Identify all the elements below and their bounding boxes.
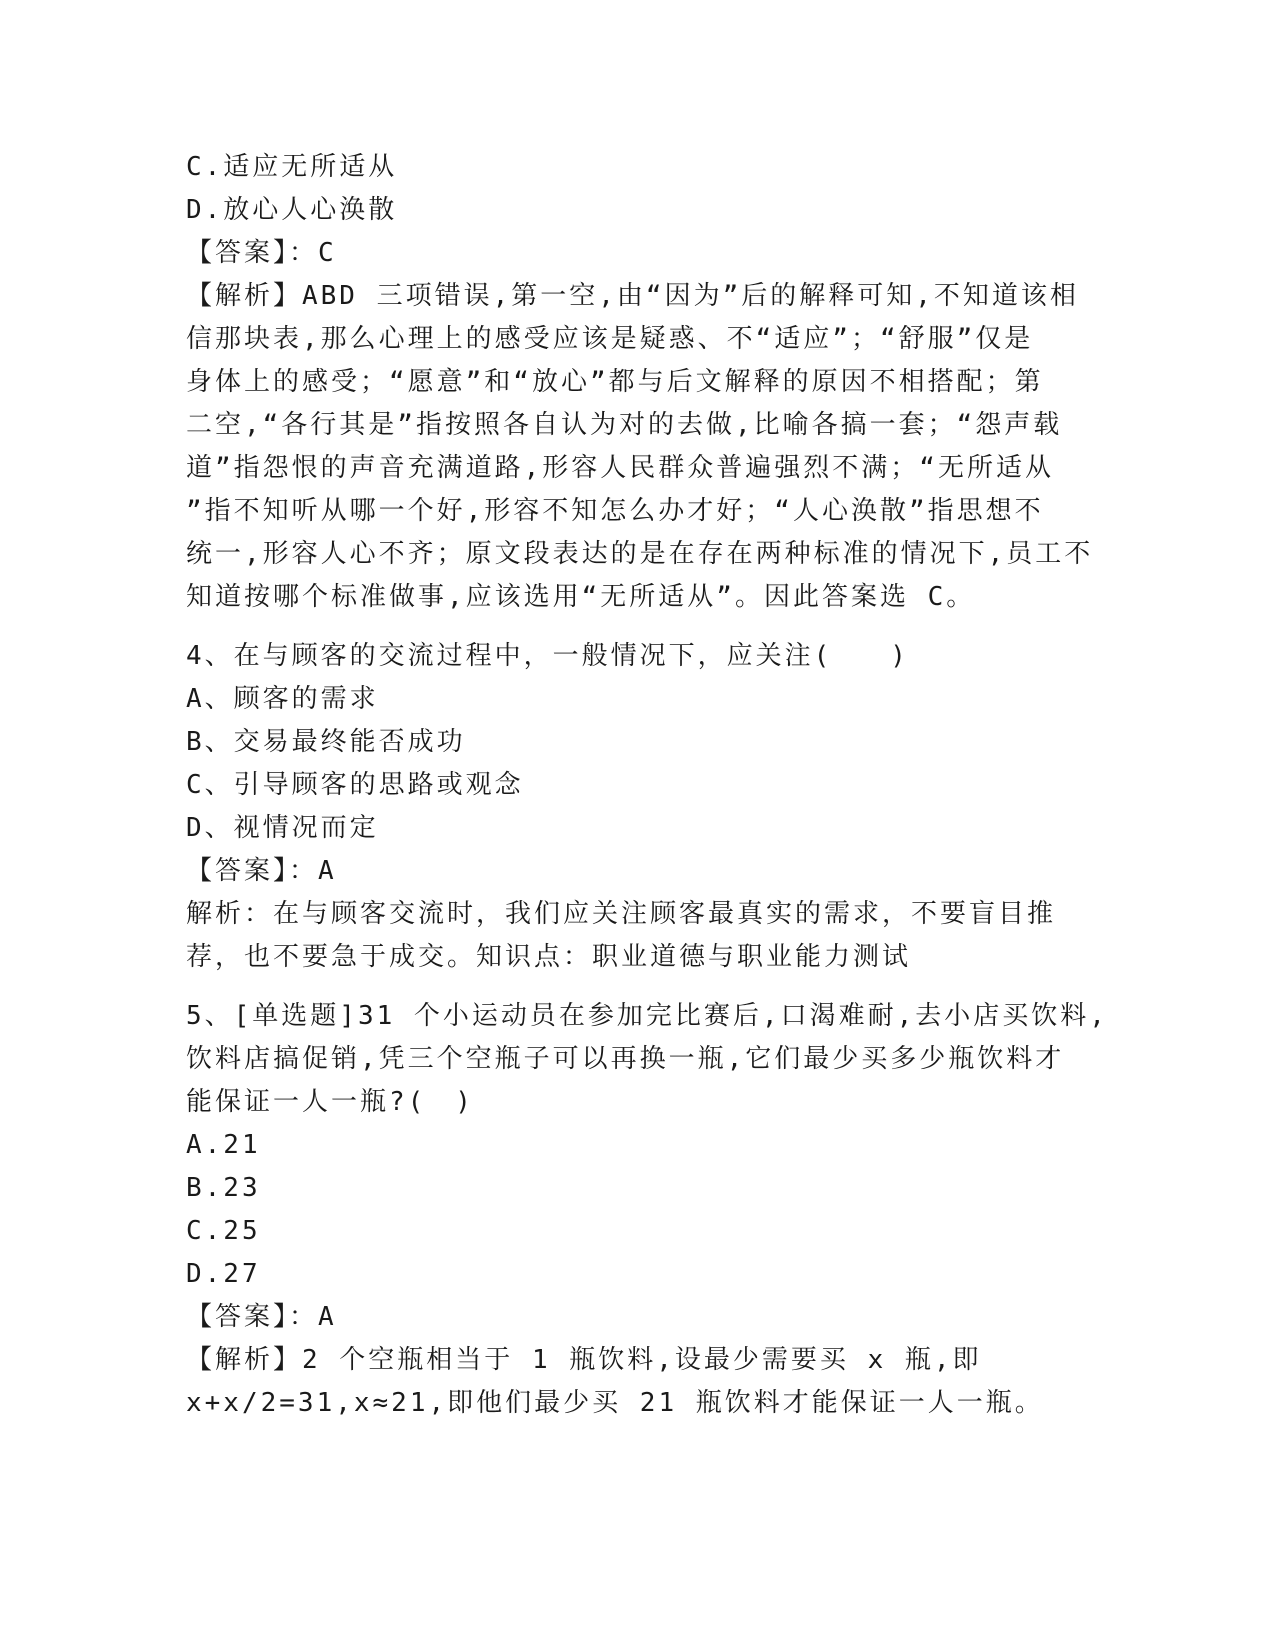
q5-option-a: A.21 — [186, 1130, 261, 1160]
q3-analysis-line: 知道按哪个标准做事,应该选用“无所适从”。因此答案选 C。 — [186, 582, 976, 612]
q3-analysis — [186, 275, 1094, 619]
q3-analysis-line: 统一,形容人心不齐；原文段表达的是在存在两种标准的情况下,员工不 — [186, 539, 1094, 569]
q4-option-d: D、视情况而定 — [186, 813, 379, 843]
q5-analysis-line: x+x/2=31,x≈21,即他们最少买 21 瓶饮料才能保证一人一瓶。 — [186, 1388, 1044, 1418]
q5-answer: 【答案】：A — [186, 1302, 337, 1332]
q5-analysis-line: 【解析】2 个空瓶相当于 1 瓶饮料,设最少需要买 x 瓶,即 — [186, 1345, 982, 1375]
q5-option-b: B.23 — [186, 1173, 261, 1203]
q4-option-c: C、引导顾客的思路或观念 — [186, 770, 524, 800]
q5-option-c: C.25 — [186, 1216, 261, 1246]
q4-answer: 【答案】：A — [186, 856, 337, 886]
q3-analysis-line: 【解析】ABD 三项错误,第一空,由“因为”后的解释可知,不知道该相 — [186, 281, 1079, 311]
q3-answer: 【答案】：C — [186, 238, 337, 268]
q3-analysis-line: ”指不知听从哪一个好,形容不知怎么办才好；“人心涣散”指思想不 — [186, 496, 1044, 526]
spacer — [186, 979, 1086, 995]
q3-option-c: C.适应无所适从 — [186, 152, 398, 182]
q4-analysis-line: 荐，也不要急于成交。知识点：职业道德与职业能力测试 — [186, 942, 912, 972]
q4-stem: 4、在与顾客的交流过程中，一般情况下，应关注( ) — [186, 641, 909, 671]
q3-analysis-line: 二空,“各行其是”指按照各自认为对的去做,比喻各搞一套；“怨声载 — [186, 410, 1063, 440]
q4-analysis-line: 解析：在与顾客交流时，我们应关注顾客最真实的需求，不要盲目推 — [186, 899, 1057, 929]
q4-option-a: A、顾客的需求 — [186, 684, 379, 714]
q3-option-d: D.放心人心涣散 — [186, 195, 398, 225]
q4-option-b: B、交易最终能否成功 — [186, 727, 466, 757]
q3-analysis-line: 道”指怨恨的声音充满道路,形容人民群众普遍强烈不满；“无所适从 — [186, 453, 1054, 483]
q5-stem-line: 5、[单选题]31 个小运动员在参加完比赛后,口渴难耐,去小店买饮料, — [186, 1001, 1108, 1031]
document-page — [186, 146, 1108, 1425]
q5-stem-line: 饮料店搞促销,凭三个空瓶子可以再换一瓶,它们最少买多少瓶饮料才 — [186, 1044, 1065, 1074]
q5-option-d: D.27 — [186, 1259, 261, 1289]
q3-analysis-line: 信那块表,那么心理上的感受应该是疑惑、不“适应”；“舒服”仅是 — [186, 324, 1034, 354]
q3-analysis-line: 身体上的感受；“愿意”和“放心”都与后文解释的原因不相搭配；第 — [186, 367, 1044, 397]
q5-stem-line: 能保证一人一瓶?( ) — [186, 1087, 474, 1117]
spacer — [186, 619, 1086, 635]
